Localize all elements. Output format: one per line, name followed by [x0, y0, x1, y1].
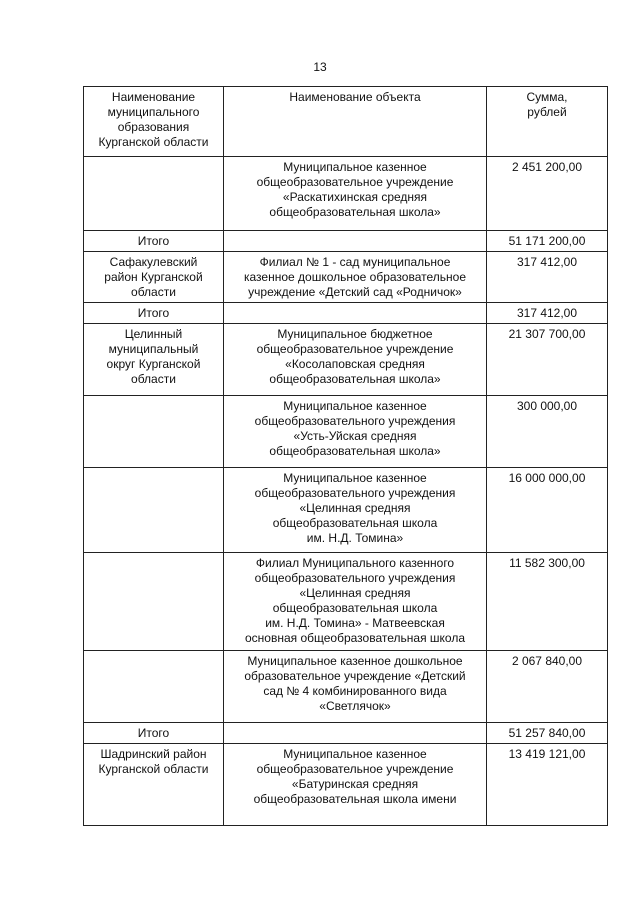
table-row [84, 723, 608, 744]
amount-cell: 51 257 840,00 [487, 723, 608, 744]
table-row [84, 468, 608, 553]
header-row [84, 87, 608, 157]
table-row [84, 252, 608, 303]
cell-line: общеобразовательного учреждения [254, 414, 456, 428]
municipality-cell [84, 157, 224, 231]
municipality-cell [84, 553, 224, 651]
cell-line: муниципальный [108, 342, 199, 356]
cell-line: Муниципальное казенное дошкольное [247, 654, 463, 668]
municipality-cell [84, 468, 224, 553]
municipality-cell [84, 744, 224, 826]
object-cell [224, 157, 487, 231]
header-amount [487, 87, 608, 157]
object-cell [224, 651, 487, 723]
cell-line: Муниципальное казенное [283, 471, 427, 485]
cell-line: образовательное учреждение «Детский [244, 669, 466, 683]
cell-line: Итого [137, 306, 170, 320]
cell-line: области [131, 285, 176, 299]
cell-line: Муниципальное казенное [283, 399, 427, 413]
amount-cell: 300 000,00 [487, 396, 608, 468]
cell-line: Филиал Муниципального казенного [255, 556, 455, 570]
cell-line: «Целинная средняя [299, 586, 411, 600]
cell-line: Шадринский район [100, 747, 207, 761]
cell-line: Муниципальное казенное [283, 747, 427, 761]
cell-line: Итого [137, 234, 170, 248]
municipality-cell [84, 303, 224, 324]
cell-line: общеобразовательная школа [272, 601, 438, 615]
object-cell [224, 744, 487, 826]
municipality-cell [84, 324, 224, 396]
cell-line: общеобразовательная школа» [269, 444, 441, 458]
cell-line: «Раскатихинская средняя [282, 190, 428, 204]
cell-line: Сумма, [526, 90, 568, 104]
amount-cell: 317 412,00 [487, 303, 608, 324]
cell-line: «Целинная средняя [299, 501, 411, 515]
cell-line: Курганской области [98, 135, 209, 149]
object-cell [224, 723, 487, 744]
cell-line: общеобразовательная школа» [269, 372, 441, 386]
cell-line: общеобразовательное учреждение [256, 175, 454, 189]
cell-line: общеобразовательного учреждения [254, 571, 456, 585]
object-cell [224, 396, 487, 468]
amount-cell: 21 307 700,00 [487, 324, 608, 396]
amount-cell: 16 000 000,00 [487, 468, 608, 553]
object-cell [224, 468, 487, 553]
municipality-cell [84, 252, 224, 303]
cell-line: округ Курганской [106, 357, 201, 371]
object-cell [224, 252, 487, 303]
table-row [84, 553, 608, 651]
municipality-cell [84, 723, 224, 744]
cell-line: Сафакулевский [109, 255, 198, 269]
cell-line: район Курганской [104, 270, 203, 284]
amount-cell: 11 582 300,00 [487, 553, 608, 651]
cell-line: Муниципальное бюджетное [277, 327, 433, 341]
cell-line: общеобразовательное учреждение [256, 342, 454, 356]
table-row [84, 651, 608, 723]
table-row [84, 231, 608, 252]
object-cell [224, 324, 487, 396]
cell-line: Муниципальное казенное [283, 160, 427, 174]
cell-line: «Светлячок» [319, 699, 391, 713]
cell-line: учреждение «Детский сад «Родничок» [248, 285, 462, 299]
allocation-table [83, 86, 608, 826]
cell-line: «Усть-Уйская средняя [293, 429, 417, 443]
cell-line: общеобразовательного учреждения [254, 486, 456, 500]
cell-line: рублей [527, 105, 567, 119]
header-object [224, 87, 487, 157]
cell-line: Филиал № 1 - сад муниципальное [259, 255, 451, 269]
cell-line: образования [117, 120, 190, 134]
amount-cell: 51 171 200,00 [487, 231, 608, 252]
cell-line: Целинный [124, 327, 183, 341]
cell-line: области [131, 372, 176, 386]
cell-line: Курганской области [98, 762, 209, 776]
cell-line: сад № 4 комбинированного вида [263, 684, 447, 698]
amount-cell: 2 451 200,00 [487, 157, 608, 231]
cell-line: им. Н.Д. Томина» [306, 531, 404, 545]
amount-cell: 13 419 121,00 [487, 744, 608, 826]
table-row [84, 324, 608, 396]
amount-cell: 317 412,00 [487, 252, 608, 303]
cell-line: общеобразовательная школа [272, 516, 438, 530]
table-row [84, 744, 608, 826]
cell-line: общеобразовательное учреждение [256, 762, 454, 776]
object-cell [224, 553, 487, 651]
cell-line: им. Н.Д. Томина» - Матвеевская [265, 616, 445, 630]
cell-line: общеобразовательная школа» [269, 205, 441, 219]
cell-line: основная общеобразовательная школа [244, 631, 465, 645]
table-row [84, 303, 608, 324]
cell-line: Итого [137, 726, 170, 740]
object-cell [224, 303, 487, 324]
municipality-cell [84, 651, 224, 723]
cell-line: «Косолаповская средняя [285, 357, 425, 371]
amount-cell: 2 067 840,00 [487, 651, 608, 723]
cell-line: муниципального [107, 105, 200, 119]
object-cell [224, 231, 487, 252]
municipality-cell [84, 231, 224, 252]
header-municipality [84, 87, 224, 157]
cell-line: Наименование [111, 90, 196, 104]
cell-line: общеобразовательная школа имени [253, 792, 457, 806]
cell-line: «Батуринская средняя [291, 777, 419, 791]
table-row [84, 396, 608, 468]
page-number: 13 [313, 60, 327, 74]
municipality-cell [84, 396, 224, 468]
table-row [84, 157, 608, 231]
cell-line: Наименование объекта [289, 90, 421, 104]
cell-line: казенное дошкольное образовательное [243, 270, 466, 284]
